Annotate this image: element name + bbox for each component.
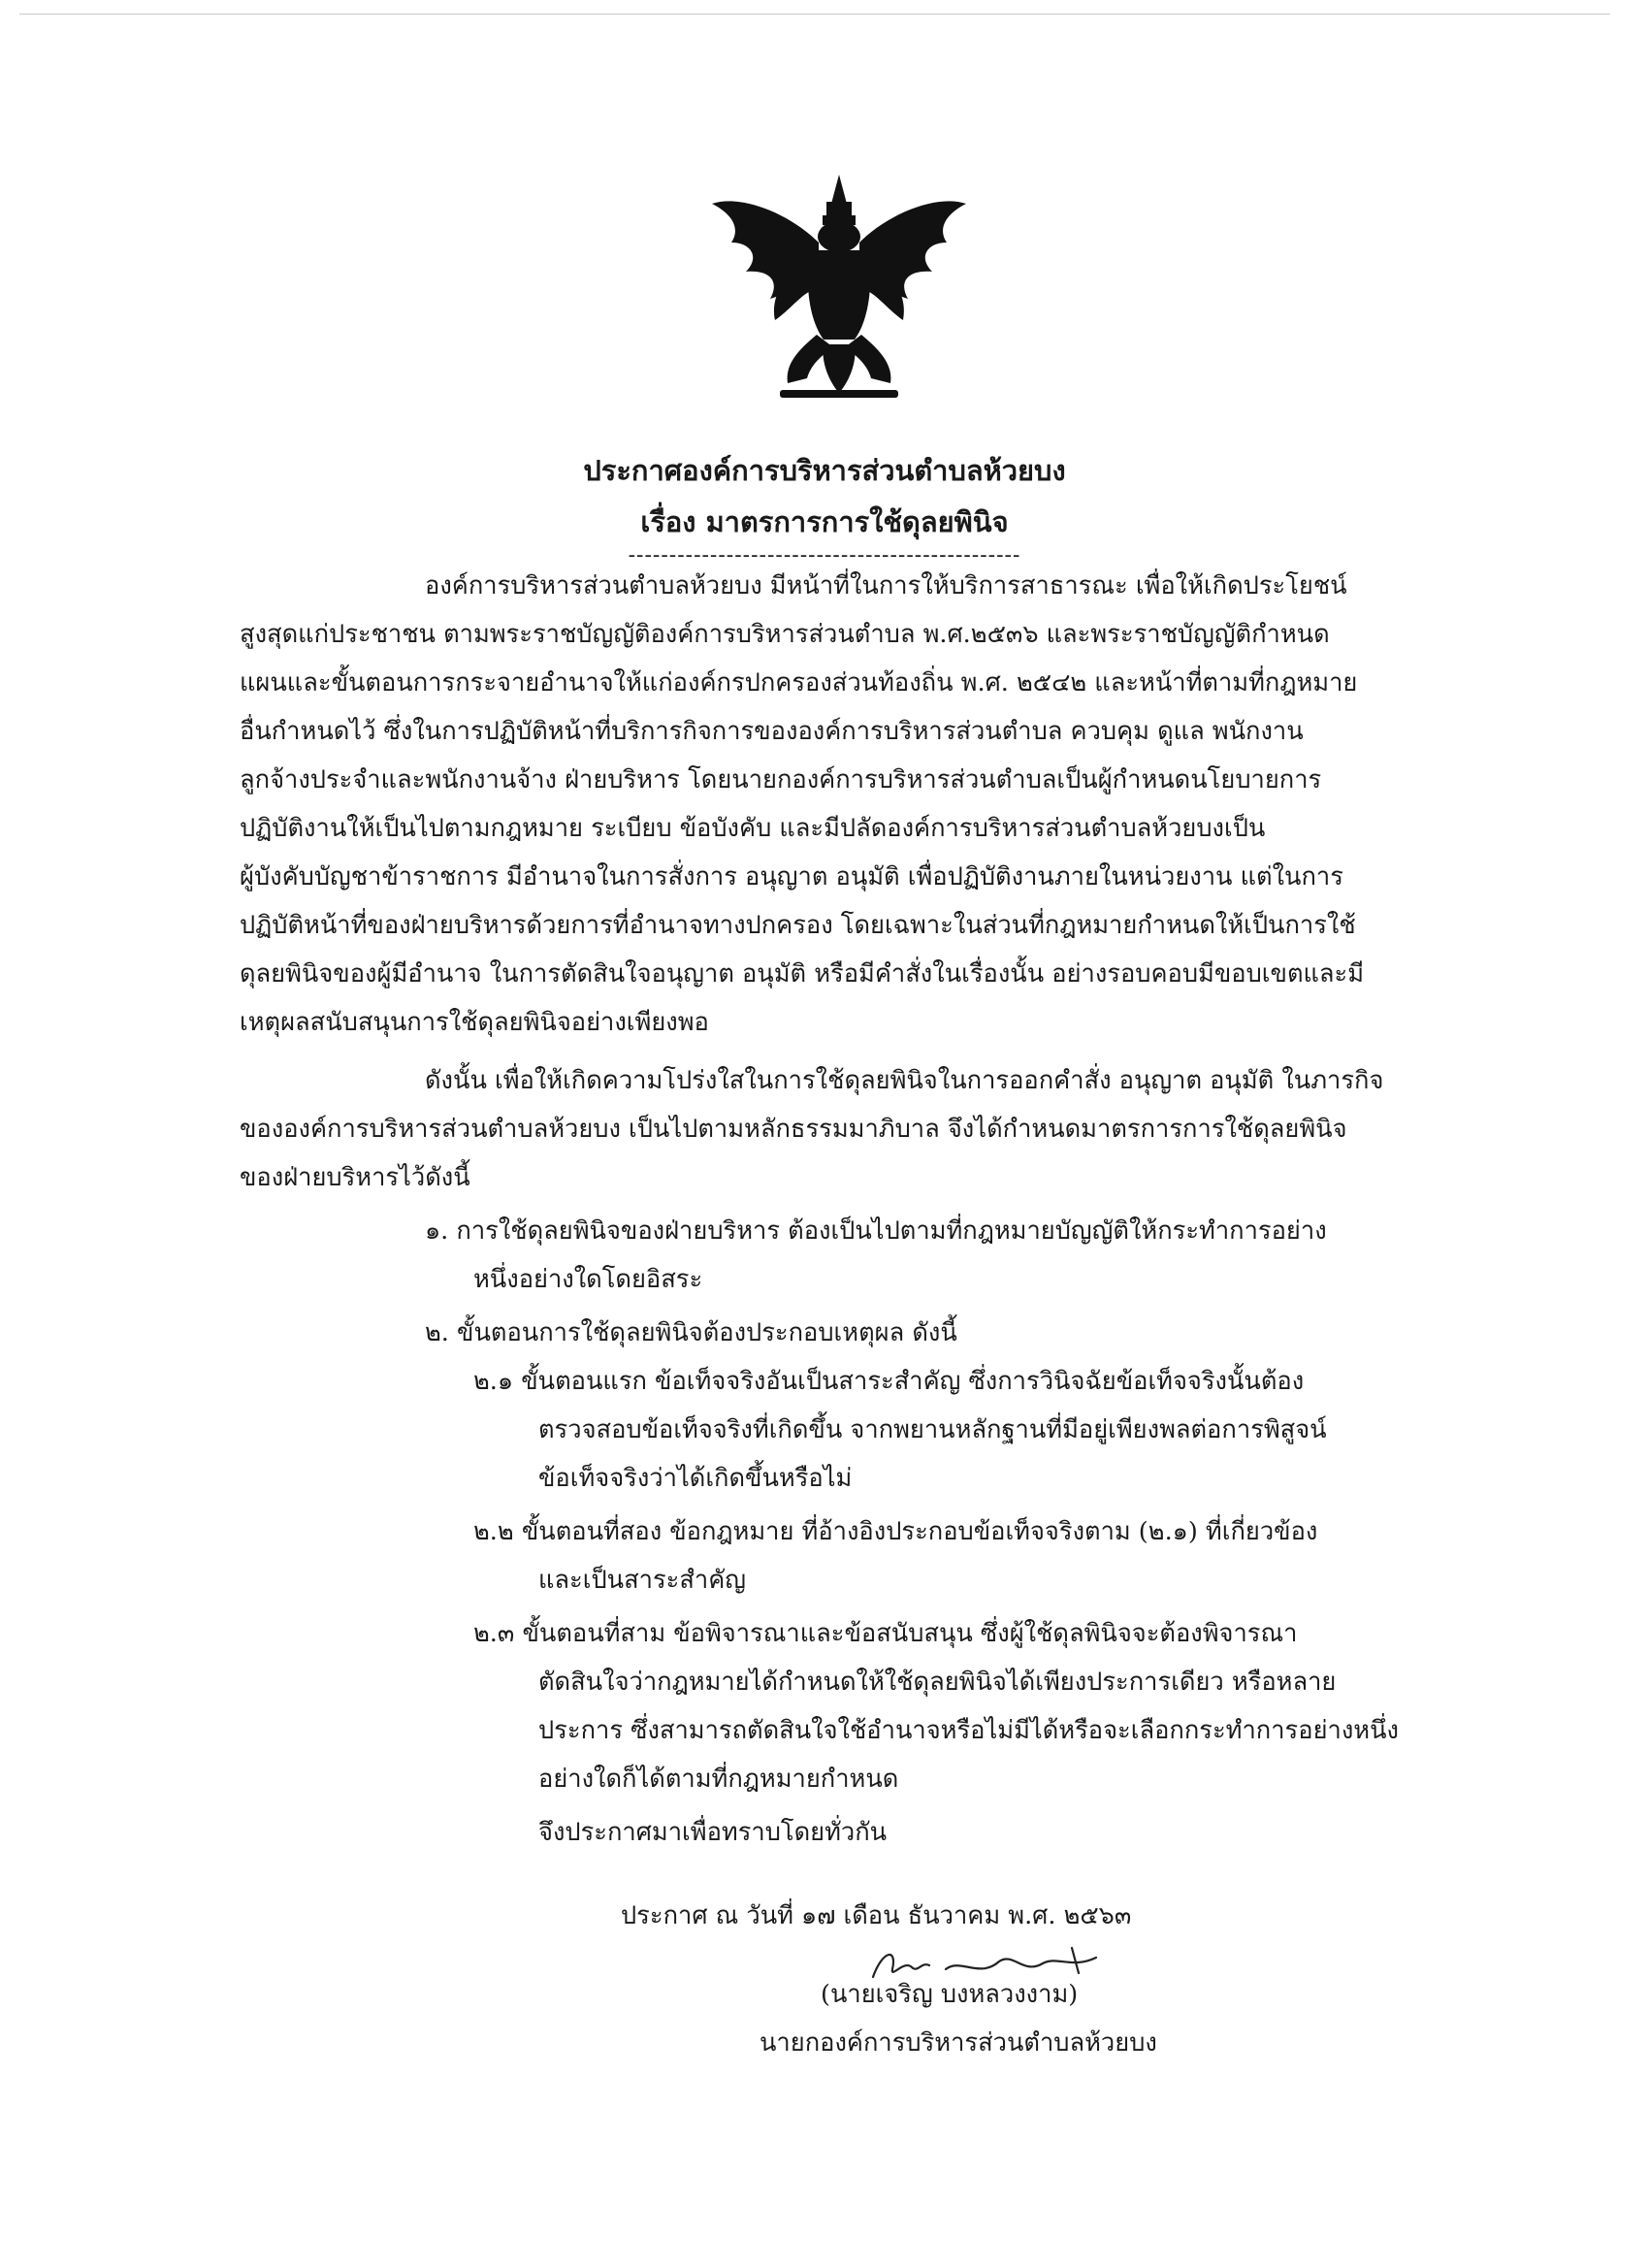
closing-statement: จึงประกาศมาเพื่อทราบโดยทั่วกัน [538, 1818, 888, 1847]
sub-item-2-1: ๒.๑ ขั้นตอนแรก ข้อเท็จจริงอันเป็นสาระสำคัญ ซึ่งการวินิจฉัยข้อเท็จจริงนั้นต้อง [473, 1367, 1305, 1396]
body-line: แผนและขั้นตอนการกระจายอำนาจให้แก่องค์กรปกครองส่วนท้องถิ่น พ.ศ. ๒๕๔๒ และหน้าที่ตามที่กฎหมาย [240, 668, 1358, 697]
body-line: ปฏิบัติหน้าที่ของฝ่ายบริหารด้วยการที่อำนาจทางปกครอง โดยเฉพาะในส่วนที่กฎหมายกำหนดให้เป็นการใช้ [240, 911, 1356, 940]
announcement-title: ประกาศองค์การบริหารส่วนตำบลห้วยบง [583, 454, 1066, 487]
top-border-line [19, 14, 1610, 15]
sub-item-2-1-cont: ตรวจสอบข้อเท็จจริงที่เกิดขึ้น จากพยานหลักฐานที่มีอยู่เพียงพลต่อการพิสูจน์ [538, 1415, 1327, 1444]
body-line: เหตุผลสนับสนุนการใช้ดุลยพินิจอย่างเพียงพอ [240, 1008, 709, 1037]
announcement-subject: เรื่อง มาตรการการใช้ดุลยพินิจ [640, 505, 1009, 538]
list-item-1-cont: หนึ่งอย่างใดโดยอิสระ [473, 1265, 703, 1294]
list-item-2: ๒. ขั้นตอนการใช้ดุลยพินิจต้องประกอบเหตุผล ดังนี้ [425, 1318, 957, 1347]
announcement-date: ประกาศ ณ วันที่ ๑๗ เดือน ธันวาคม พ.ศ. ๒๕๖๓ [621, 1901, 1132, 1930]
sub-item-2-2: ๒.๒ ขั้นตอนที่สอง ข้อกฎหมาย ที่อ้างอิงประกอบข้อเท็จจริงตาม (๒.๑) ที่เกี่ยวข้อง [473, 1517, 1318, 1546]
signer-name: (นายเจริญ บงหลวงงาม) [821, 1980, 1079, 2009]
sub-item-2-3-cont: อย่างใดก็ได้ตามที่กฎหมายกำหนด [538, 1765, 899, 1794]
sub-item-2-3-cont: ประการ ซึ่งสามารถตัดสินใจใช้อำนาจหรือไม่มีได้หรือจะเลือกกระทำการอย่างหนึ่ง [538, 1716, 1399, 1745]
body-line: ขององค์การบริหารส่วนตำบลห้วยบง เป็นไปตามหลักธรรมมาภิบาล จึงได้กำหนดมาตรการการใช้ดุลยพินิจ [240, 1115, 1347, 1144]
title-divider: ------------------------------------------------ [628, 543, 1021, 567]
list-item-1: ๑. การใช้ดุลยพินิจของฝ่ายบริหาร ต้องเป็นไปตามที่กฎหมายบัญญัติให้กระทำการอย่าง [425, 1216, 1327, 1246]
garuda-emblem-icon [702, 175, 976, 407]
signer-position: นายกองค์การบริหารส่วนตำบลห้วยบง [760, 2028, 1157, 2057]
sub-item-2-2-cont: และเป็นสาระสำคัญ [538, 1566, 747, 1595]
sub-item-2-3-cont: ตัดสินใจว่ากฎหมายได้กำหนดให้ใช้ดุลยพินิจได้เพียงประการเดียว หรือหลาย [538, 1668, 1337, 1697]
body-line: ผู้บังคับบัญชาข้าราชการ มีอำนาจในการสั่งการ อนุญาต อนุมัติ เพื่อปฏิบัติงานภายในหน่วยงาน แต่ในการ [240, 862, 1343, 891]
body-line: ลูกจ้างประจำและพนักงานจ้าง ฝ่ายบริหาร โดยนายกองค์การบริหารส่วนตำบลเป็นผู้กำหนดนโยบายการ [240, 765, 1322, 794]
body-line: ของฝ่ายบริหารไว้ดังนี้ [240, 1163, 470, 1192]
sub-item-2-3: ๒.๓ ขั้นตอนที่สาม ข้อพิจารณาและข้อสนับสนุน ซึ่งผู้ใช้ดุลพินิจจะต้องพิจารณา [473, 1619, 1298, 1648]
body-line: สูงสุดแก่ประชาชน ตามพระราชบัญญัติองค์การบริหารส่วนตำบล พ.ศ.๒๕๓๖ และพระราชบัญญัติกำหนด [240, 620, 1330, 649]
sub-item-2-1-cont: ข้อเท็จจริงว่าได้เกิดขึ้นหรือไม่ [538, 1464, 853, 1493]
body-line: อื่นกำหนดไว้ ซึ่งในการปฏิบัติหน้าที่บริการกิจการขององค์การบริหารส่วนตำบล ควบคุม ดูแล พนักงาน [240, 717, 1304, 746]
body-line: องค์การบริหารส่วนตำบลห้วยบง มีหน้าที่ในการให้บริการสาธารณะ เพื่อให้เกิดประโยชน์ [425, 571, 1347, 600]
body-line: ดุลยพินิจของผู้มีอำนาจ ในการตัดสินใจอนุญาต อนุมัติ หรือมีคำสั่งในเรื่องนั้น อย่างรอบคอบมีขอบเขตและมี [240, 959, 1365, 988]
body-line: ปฏิบัติงานให้เป็นไปตามกฎหมาย ระเบียบ ข้อบังคับ และมีปลัดองค์การบริหารส่วนตำบลห้วยบงเป็น [240, 814, 1266, 843]
body-line: ดังนั้น เพื่อให้เกิดความโปร่งใสในการใช้ดุลยพินิจในการออกคำสั่ง อนุญาต อนุมัติ ในภารกิจ [425, 1066, 1384, 1095]
